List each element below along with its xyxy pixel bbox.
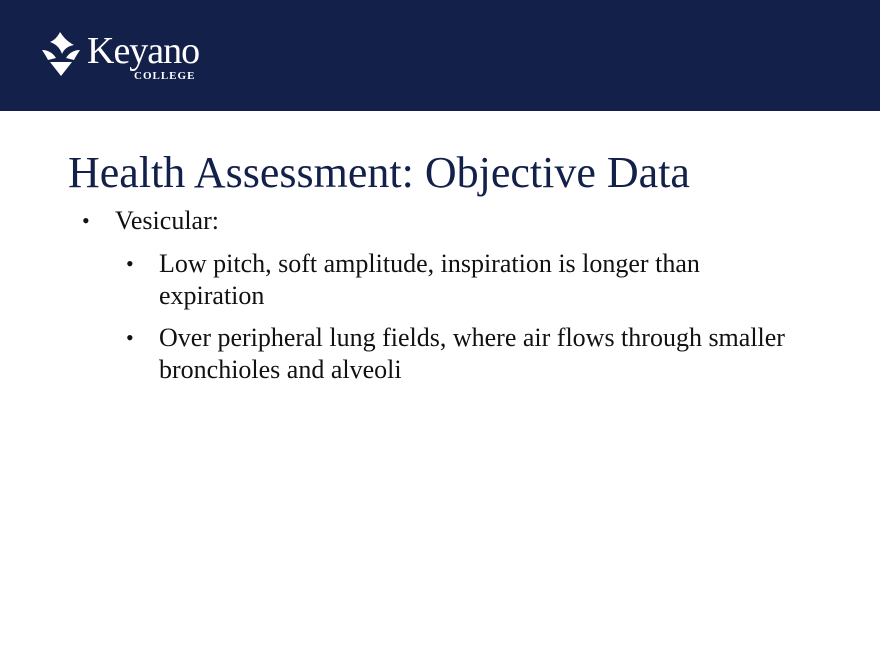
keyano-flame-logo-icon (38, 30, 84, 78)
header-band (0, 0, 880, 111)
sub-bullet-item (126, 248, 802, 312)
bullet-text: Vesicular: (115, 206, 219, 235)
sub-bullet-text: Over peripheral lung fields, where air flows through smaller bronchioles and alveoli (159, 323, 785, 384)
bullet-marker: • (126, 251, 134, 276)
sub-bullet-list (82, 248, 802, 386)
sub-bullet-text: Low pitch, soft amplitude, inspiration is longer than expiration (159, 249, 700, 310)
logo-subtitle: COLLEGE (134, 70, 196, 82)
college-logo (38, 30, 208, 82)
slide-title: Health Assessment: Objective Data (68, 148, 690, 197)
logo-wordmark: Keyano (87, 30, 200, 72)
bullet-marker: • (82, 208, 90, 233)
bullet-marker: • (126, 325, 134, 350)
bullet-vesicular (82, 203, 802, 239)
sub-bullet-item (126, 322, 802, 386)
slide-content (82, 203, 802, 396)
